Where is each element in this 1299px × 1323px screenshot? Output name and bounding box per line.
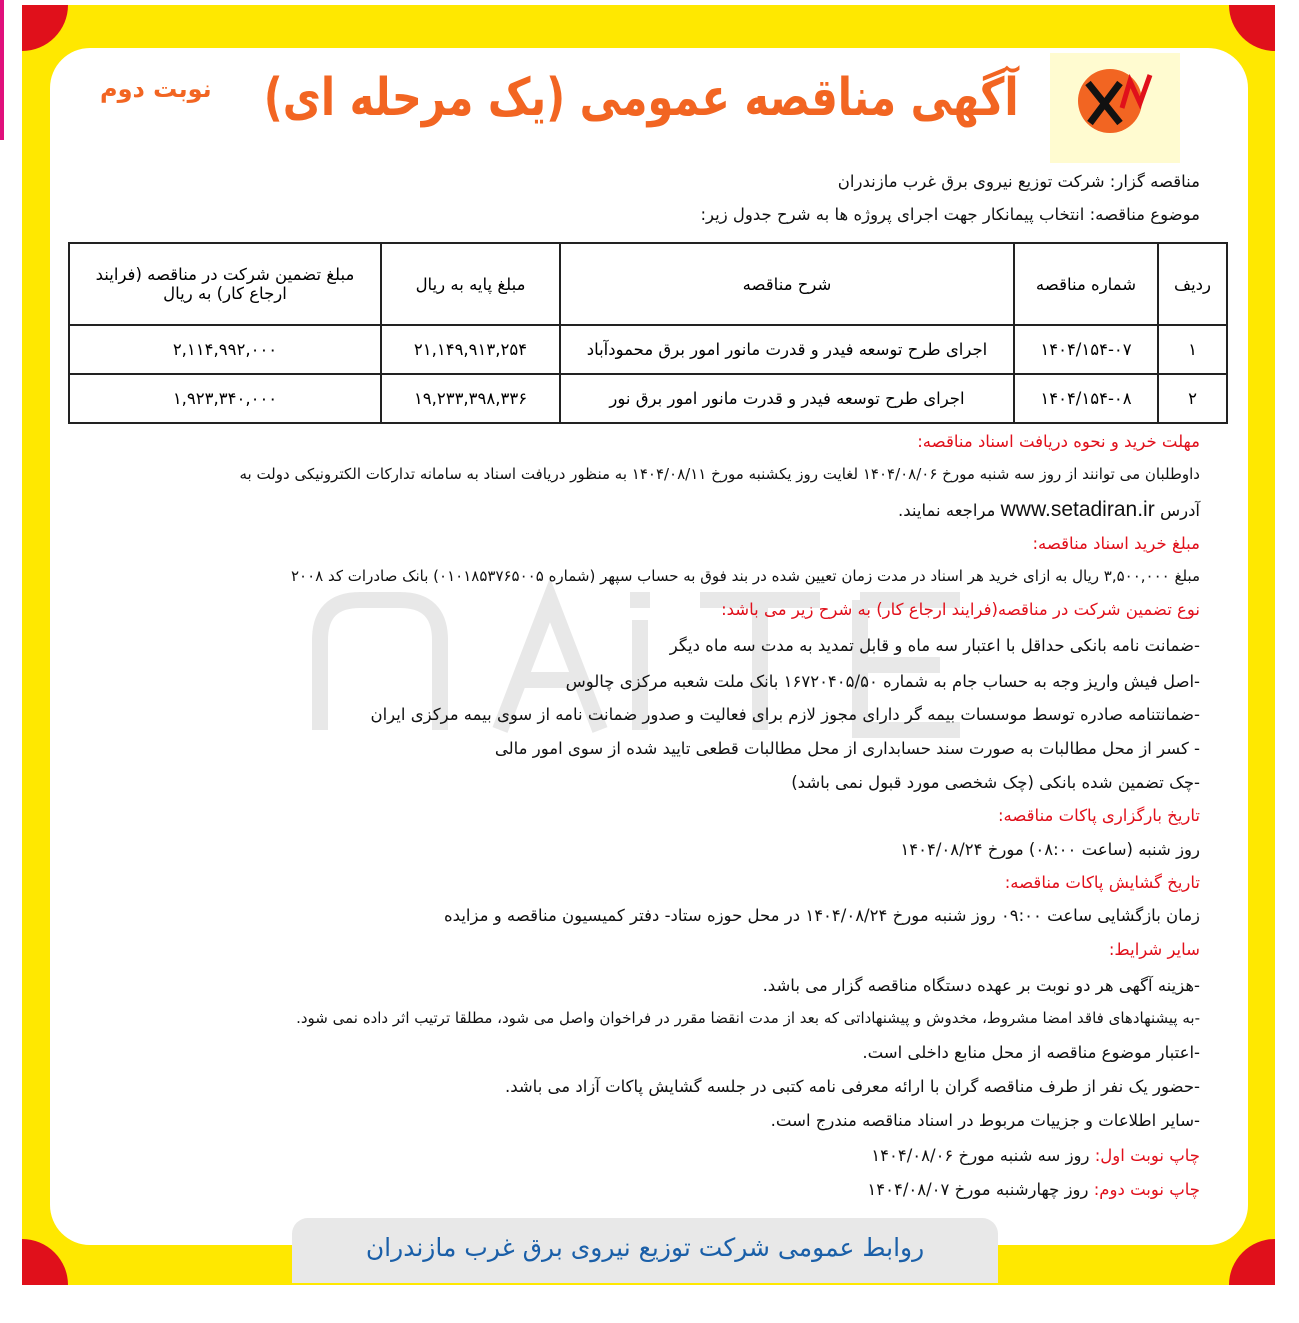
cell: اجرای طرح توسعه فیدر و قدرت مانور امور برق محمودآباد xyxy=(560,325,1014,374)
table-row xyxy=(69,325,1227,374)
cell: ۱۹,۲۳۳,۳۹۸,۳۳۶ xyxy=(381,374,560,423)
cell: ۱۴۰۴/۱۵۴-۰۷ xyxy=(1014,325,1158,374)
address-suffix: مراجعه نمایند. xyxy=(897,501,996,520)
col-header: ردیف xyxy=(1158,243,1227,325)
cell: ۱,۹۲۳,۳۴۰,۰۰۰ xyxy=(69,374,381,423)
other-item: -حضور یک نفر از طرف مناقصه گران با ارائه معرفی نامه کتبی در جلسه گشایش پاکات آزاد می باشد. xyxy=(504,1077,1200,1096)
website-link[interactable]: www.setadiran.ir xyxy=(1000,498,1155,521)
print-first xyxy=(871,1146,1200,1165)
footer-public-relations: روابط عمومی شرکت توزیع نیروی برق غرب مازندران xyxy=(292,1218,998,1283)
page-title: آگهی مناقصه عمومی (یک مرحله ای) xyxy=(264,68,1019,128)
cell: ۲۱,۱۴۹,۹۱۳,۲۵۴ xyxy=(381,325,560,374)
other-item: -به پیشنهادهای فاقد امضا مشروط، مخدوش و پیشنهاداتی که بعد از مدت انقضا مقرر در فراخوان واصل می شود، مطلقا ترتیب اثر داده نمی شود. xyxy=(296,1009,1200,1027)
deadline-text: داوطلبان می توانند از روز سه شنبه مورخ ۱۴۰۴/۰۸/۰۶ لغایت روز یکشنبه مورخ ۱۴۰۴/۰۸/۱۱ به منظور دریافت اسناد به سامانه تدارکات الکترونیکی دولت به xyxy=(239,465,1200,483)
submit-heading: تاریخ بارگزاری پاکات مناقصه: xyxy=(997,806,1200,825)
guarantee-item: -ضمانتنامه صادره توسط موسسات بیمه گر دارای مجوز لازم برای فعالیت و صدور ضمانت نامه از سوی بیمه مرکزی ایران xyxy=(370,705,1200,724)
submit-text: روز شنبه (ساعت ۰۸:۰۰) مورخ ۱۴۰۴/۰۸/۲۴ xyxy=(900,840,1200,859)
guarantee-item: - کسر از محل مطالبات به صورت سند حسابداری از محل مطالبات قطعی تایید شده از سوی امور مالی xyxy=(494,739,1200,758)
col-header: شماره مناقصه xyxy=(1014,243,1158,325)
print-second xyxy=(867,1180,1200,1199)
other-item: -سایر اطلاعات و جزییات مربوط در اسناد مناقصه مندرج است. xyxy=(770,1111,1200,1130)
open-text: زمان بازگشایی ساعت ۰۹:۰۰ روز شنبه مورخ ۱۴۰۴/۰۸/۲۴ در محل حوزه ستاد- دفتر کمیسیون مناقصه و مزایده xyxy=(444,906,1200,925)
other-item: -هزینه آگهی هر دو نوبت بر عهده دستگاه مناقصه گزار می باشد. xyxy=(762,976,1200,995)
guarantee-item: -چک تضمین شده بانکی (چک شخصی مورد قبول نمی باشد) xyxy=(791,773,1200,792)
cell: ۱۴۰۴/۱۵۴-۰۸ xyxy=(1014,374,1158,423)
table-row xyxy=(69,374,1227,423)
table-header-row xyxy=(69,243,1227,325)
cell: ۲,۱۱۴,۹۹۲,۰۰۰ xyxy=(69,325,381,374)
cell: ۲ xyxy=(1158,374,1227,423)
print2-label: چاپ نوبت دوم: xyxy=(1093,1180,1200,1199)
print2-text: روز چهارشنبه مورخ ۱۴۰۴/۰۸/۰۷ xyxy=(867,1180,1089,1199)
price-text: مبلغ ۳,۵۰۰,۰۰۰ ریال به ازای خرید هر اسناد در مدت زمان تعیین شده در بند فوق به حساب سپهر (شماره ۰۱۰۱۸۵۳۷۶۵۰۰۵) بانک صادرات کد ۲۰۰۸ xyxy=(291,567,1200,585)
other-item: -اعتبار موضوع مناقصه از محل منابع داخلی است. xyxy=(862,1043,1200,1062)
col-header: مبلغ تضمین شرکت در مناقصه (فرایند ارجاع کار) به ریال xyxy=(69,243,381,325)
subject: موضوع مناقصه: انتخاب پیمانکار جهت اجرای پروژه ها به شرح جدول زیر: xyxy=(700,205,1200,224)
address-prefix: آدرس xyxy=(1159,501,1200,520)
edge-bar xyxy=(0,0,4,140)
organizer: مناقصه گزار: شرکت توزیع نیروی برق غرب مازندران xyxy=(837,172,1200,191)
deadline-heading: مهلت خرید و نحوه دریافت اسناد مناقصه: xyxy=(917,432,1200,451)
guarantee-heading: نوع تضمین شرکت در مناقصه(فرایند ارجاع کار) به شرح زیر می باشد: xyxy=(721,600,1200,619)
cell: اجرای طرح توسعه فیدر و قدرت مانور امور برق نور xyxy=(560,374,1014,423)
deadline-text-2 xyxy=(898,498,1200,522)
other-heading: سایر شرایط: xyxy=(1108,940,1200,959)
col-header: مبلغ پایه به ریال xyxy=(381,243,560,325)
guarantee-item: -ضمانت نامه بانکی حداقل با اعتبار سه ماه و قابل تمدید به مدت سه ماه دیگر xyxy=(669,636,1200,655)
guarantee-item: -اصل فیش واریز وجه به حساب جام به شماره ۱۶۷۲۰۴۰۵/۵۰ بانک ملت شعبه مرکزی چالوس xyxy=(565,672,1200,691)
cell: ۱ xyxy=(1158,325,1227,374)
price-heading: مبلغ خرید اسناد مناقصه: xyxy=(1032,534,1200,553)
company-logo xyxy=(1050,53,1180,163)
print1-label: چاپ نوبت اول: xyxy=(1094,1146,1200,1165)
turn-label: نوبت دوم xyxy=(100,75,212,103)
tender-table xyxy=(68,242,1228,424)
open-heading: تاریخ گشایش پاکات مناقصه: xyxy=(1004,873,1200,892)
col-header: شرح مناقصه xyxy=(560,243,1014,325)
print1-text: روز سه شنبه مورخ ۱۴۰۴/۰۸/۰۶ xyxy=(871,1146,1090,1165)
